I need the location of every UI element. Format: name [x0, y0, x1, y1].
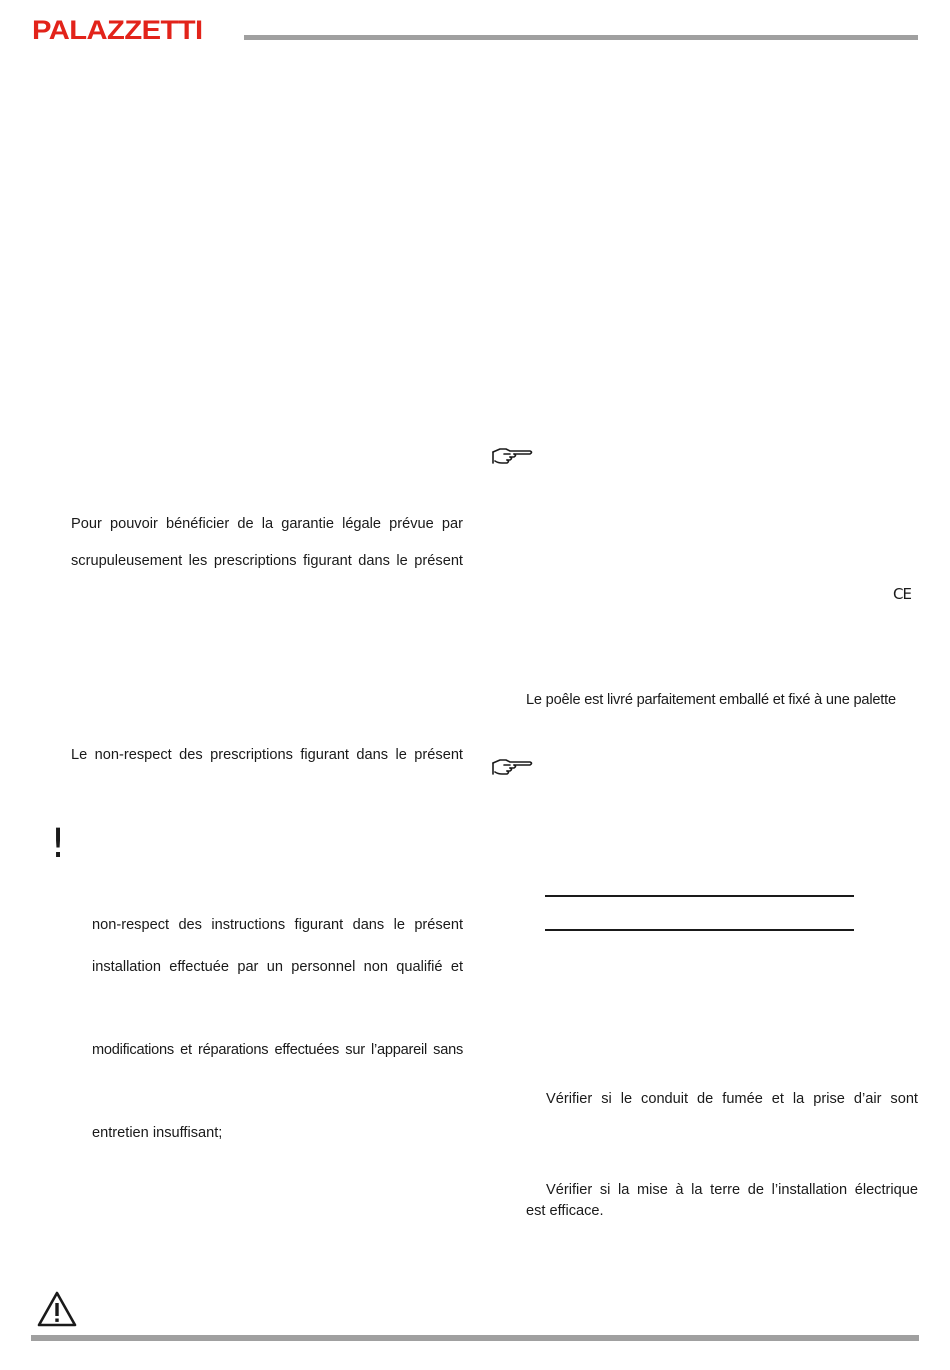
- exclamation-icon: !: [50, 821, 67, 867]
- header-rule: [244, 35, 918, 40]
- check-earthing-line-2: est efficace.: [526, 1203, 604, 1219]
- pointing-hand-icon: [490, 444, 534, 470]
- warning-triangle-icon: [36, 1290, 78, 1328]
- footer-rule: [31, 1335, 919, 1341]
- form-line: [545, 895, 854, 897]
- form-line: [545, 929, 854, 931]
- delivery-text: Le poêle est livré parfaitement emballé et fixé à une palette: [526, 692, 896, 708]
- non-respect-paragraph-line-1: Le non-respect des prescriptions figurant dans le présent: [71, 747, 463, 763]
- list-item: installation effectuée par un personnel non qualifié et: [92, 959, 463, 975]
- check-earthing-line-1: Vérifier si la mise à la terre de l’installation électrique: [546, 1182, 918, 1198]
- warranty-paragraph-line-1: Pour pouvoir bénéficier de la garantie légale prévue par: [71, 516, 463, 532]
- check-flue-text: Vérifier si le conduit de fumée et la prise d’air sont: [546, 1091, 918, 1107]
- ce-mark: CE: [893, 585, 911, 603]
- warranty-paragraph-line-2: scrupuleusement les prescriptions figurant dans le présent: [71, 553, 463, 569]
- pointing-hand-icon: [490, 755, 534, 781]
- list-item: modifications et réparations effectuées sur l’appareil sans: [92, 1042, 463, 1058]
- list-item: non-respect des instructions figurant dans le présent: [92, 917, 463, 933]
- list-item: entretien insuffisant;: [92, 1125, 223, 1141]
- brand-logo: PALAZZETTI: [32, 15, 203, 45]
